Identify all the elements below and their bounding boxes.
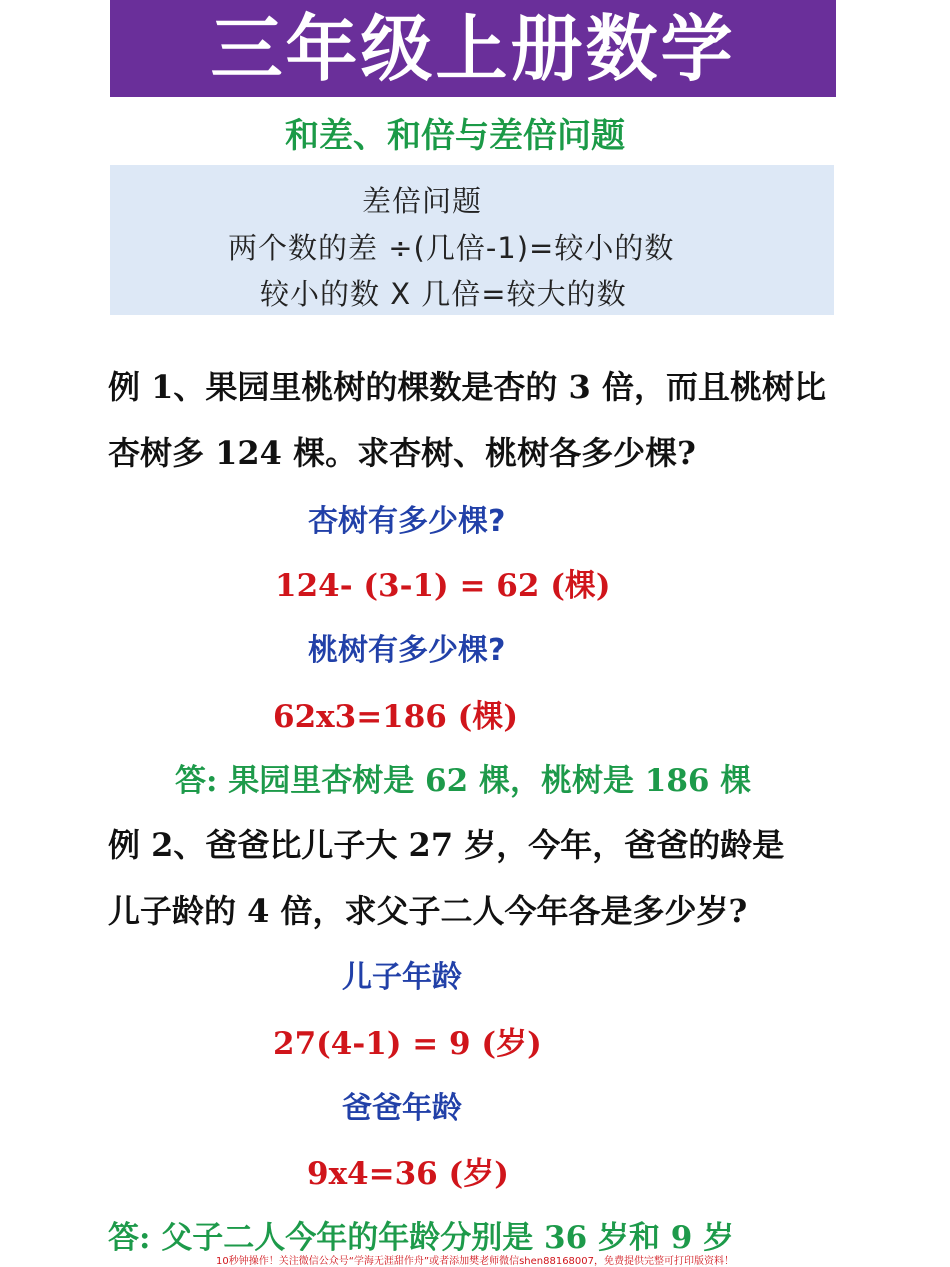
example2-answer: 答: 父子二人今年的年龄分别是 36 岁和 9 岁 xyxy=(108,1220,735,1256)
footer-notice: 10秒钟操作！关注微信公众号“学海无涯甜作舟”或者添加樊老师微信shen88168007，免费提供完整可打印版资料！ xyxy=(215,1256,735,1267)
section-subtitle: 和差、和倍与差倍问题 xyxy=(285,116,625,156)
formula-line-1: 两个数的差 ÷(几倍-1)=较小的数 xyxy=(228,231,675,265)
example1-question-line2: 杏树多 124 棵。求杏树、桃树各多少棵? xyxy=(108,434,696,472)
example1-step2-formula: 62x3=186 (棵) xyxy=(273,699,519,735)
page-title: 三年级上册数学 xyxy=(210,6,736,91)
formula-box xyxy=(110,165,834,315)
example1-question-line1: 例 1、果园里桃树的棵数是杏的 3 倍，而且桃树比 xyxy=(108,368,826,406)
example2-question-line1: 例 2、爸爸比儿子大 27 岁，今年，爸爸的龄是 xyxy=(108,826,785,864)
example2-step1-prompt: 儿子年龄 xyxy=(342,960,462,995)
example2-question-line2: 儿子龄的 4 倍，求父子二人今年各是多少岁? xyxy=(108,892,748,930)
formula-line-2: 较小的数 X 几倍=较大的数 xyxy=(260,277,627,311)
title-banner xyxy=(110,0,836,97)
example1-step1-prompt: 杏树有多少棵? xyxy=(308,504,506,539)
example2-step2-prompt: 爸爸年龄 xyxy=(342,1091,462,1126)
formula-heading: 差倍问题 xyxy=(362,184,483,218)
example2-step2-formula: 9x4=36 (岁) xyxy=(307,1156,509,1192)
example1-answer: 答: 果园里杏树是 62 棵，桃树是 186 棵 xyxy=(175,763,752,799)
example1-step2-prompt: 桃树有多少棵? xyxy=(308,633,506,668)
example1-step1-formula: 124- (3-1) = 62 (棵) xyxy=(275,568,611,604)
example2-step1-formula: 27(4-1) = 9 (岁) xyxy=(273,1026,542,1062)
